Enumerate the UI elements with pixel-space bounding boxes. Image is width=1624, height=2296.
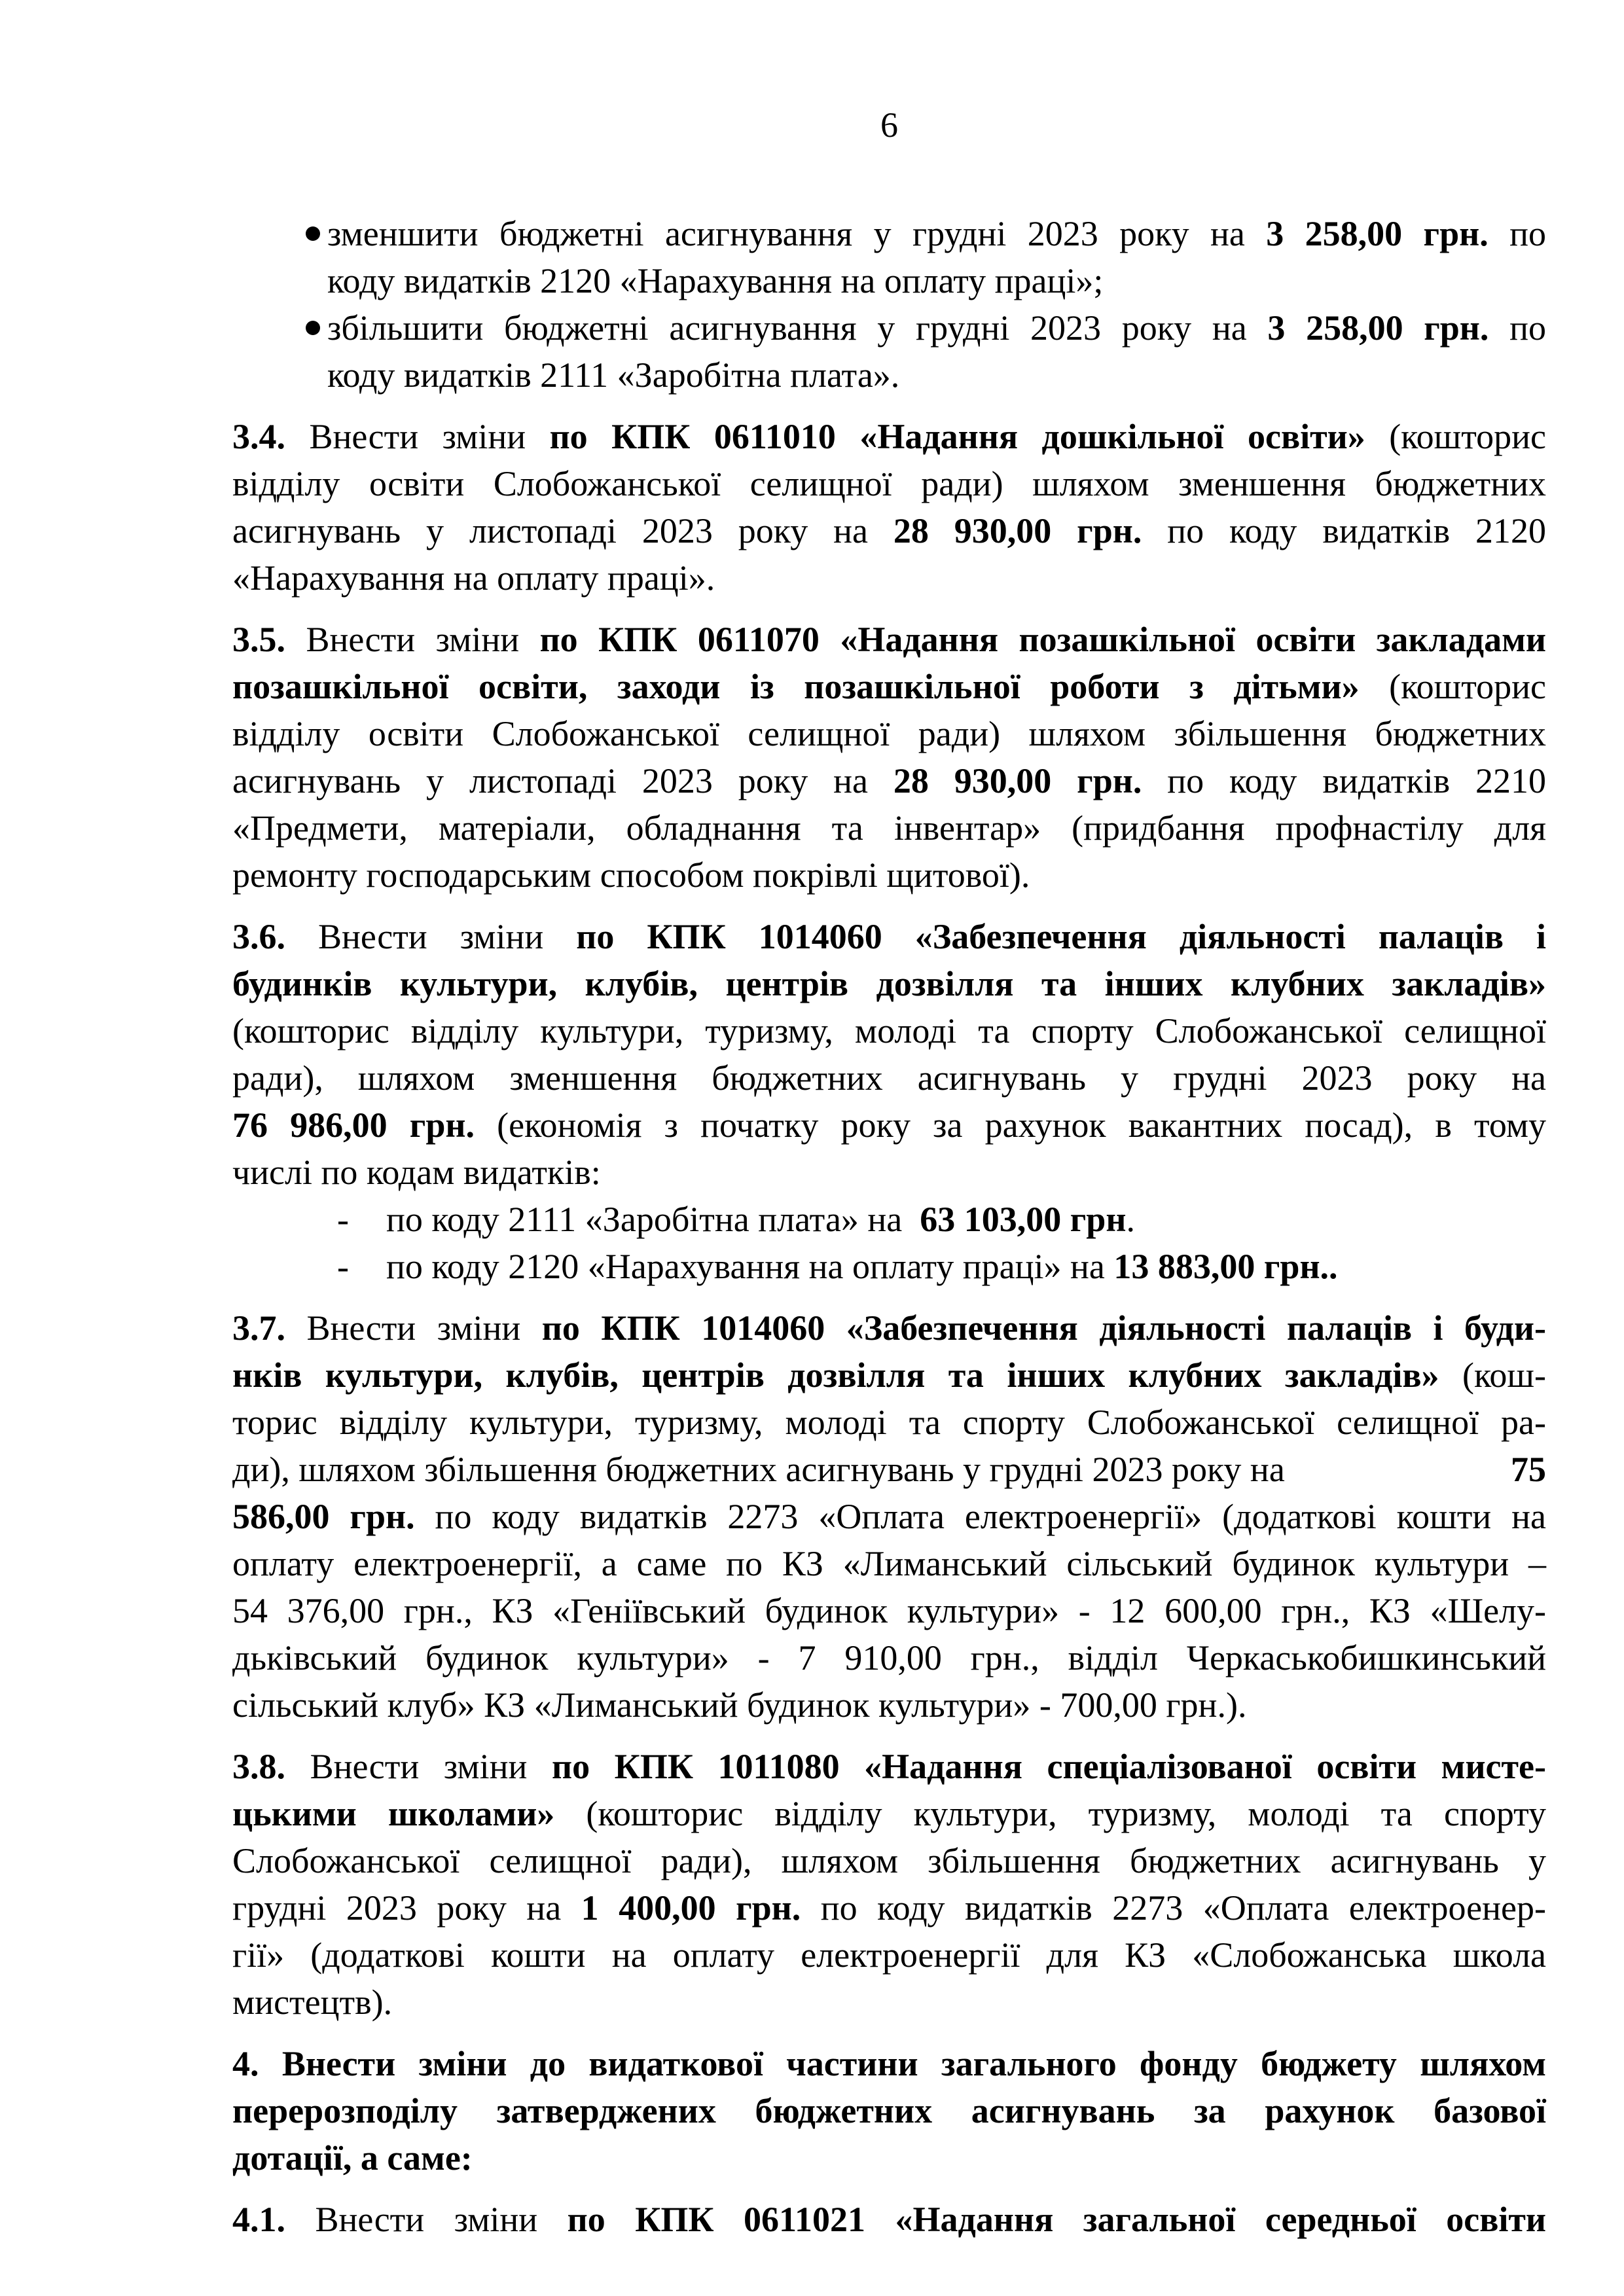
text-run: 75	[1511, 1450, 1546, 1489]
text-run: 76 986,00 грн.	[232, 1105, 475, 1145]
page-number: 6	[880, 105, 898, 145]
text-line	[232, 616, 1546, 663]
text-run: (кошторис	[1365, 417, 1547, 456]
text-line	[232, 1979, 1546, 2026]
text-run: по коду 2120 «Нарахування на оплату праці» на	[386, 1247, 1114, 1286]
text-line	[232, 663, 1546, 710]
text-line	[232, 2040, 1546, 2087]
text-line	[232, 1399, 1546, 1446]
text-run: нків культури, клубів, центрів дозвілля та інших клубних закладів»	[232, 1355, 1439, 1395]
text-run: коду видатків 2120 «Нарахування на оплату праці»;	[327, 261, 1104, 300]
text-line	[232, 413, 1546, 460]
text-run: по	[1489, 308, 1546, 348]
text-line	[232, 1149, 1546, 1196]
bullet-dot-icon	[306, 321, 320, 335]
text-line	[232, 1540, 1546, 1587]
text-run: по КПК 1014060 «Забезпечення діяльності палаців і буди-	[541, 1308, 1546, 1348]
text-line	[232, 960, 1546, 1007]
bullet-item-2	[232, 304, 1546, 399]
text-run: 3 258,00 грн.	[1266, 214, 1489, 253]
text-run: асигнувань у листопаді 2023 року на	[232, 511, 893, 550]
text-run: по КПК 1014060 «Забезпечення діяльності палаців і	[576, 917, 1546, 956]
text-run: Внести зміни	[285, 620, 540, 659]
text-run: Внести зміни	[285, 1747, 552, 1786]
text-line	[327, 351, 1546, 399]
text-line	[386, 1196, 1546, 1243]
text-line	[232, 1587, 1546, 1634]
text-run: по КПК 0611021 «Надання загальної середньої освіти	[567, 2200, 1547, 2239]
text-run: дьківський будинок культури» - 7 910,00 грн., відділ Черкаськобишкинський	[232, 1638, 1546, 1677]
text-run: торис відділу культури, туризму, молоді та спорту Слобожанської селищної ра-	[232, 1403, 1546, 1442]
text-line	[232, 1007, 1546, 1054]
text-run: «Нарахування на оплату праці».	[232, 558, 715, 598]
text-run: (кошторис відділу культури, туризму, молоді та спорту	[554, 1794, 1546, 1833]
text-run: числі по кодам видатків:	[232, 1153, 601, 1192]
text-run: асигнувань у листопаді 2023 року на	[232, 761, 893, 800]
paragraph-3-5	[232, 616, 1546, 899]
text-run: цькими школами»	[232, 1794, 555, 1833]
text-line	[327, 210, 1546, 257]
text-lines	[386, 1196, 1546, 1243]
text-line	[232, 1446, 1546, 1493]
text-line	[232, 2134, 1546, 2181]
text-run: 4.1.	[232, 2200, 285, 2239]
text-run: дотації, а саме:	[232, 2138, 473, 2178]
text-run: мистецтв).	[232, 1982, 393, 2022]
text-run: по	[1488, 214, 1546, 253]
text-run: по коду видатків 2120	[1142, 511, 1546, 550]
paragraph-3-4	[232, 413, 1546, 601]
text-line	[232, 1931, 1546, 1979]
text-run: ради), шляхом зменшення бюджетних асигнувань у грудні 2023 року на	[232, 1058, 1546, 1098]
text-run: гії» (додаткові кошти на оплату електроенергії для КЗ «Слобожанська школа	[232, 1935, 1546, 1975]
text-run: Внести зміни	[285, 2200, 568, 2239]
text-run: 54 376,00 грн., КЗ «Геніївський будинок культури» - 12 600,00 грн., КЗ «Шелу-	[232, 1591, 1546, 1630]
paragraph-3-6	[232, 913, 1546, 1196]
text-run: оплату електроенергії, а саме по КЗ «Лиманський сільський будинок культури –	[232, 1544, 1546, 1583]
text-run: 586,00 грн.	[232, 1497, 415, 1536]
text-run: по коду 2111 «Заробітна плата» на	[386, 1200, 920, 1239]
text-run: по КПК 0611070 «Надання позашкільної освіти закладами	[539, 620, 1546, 659]
text-run: 28 930,00 грн.	[893, 511, 1142, 550]
text-run: Внести зміни	[285, 1308, 542, 1348]
text-line	[386, 1243, 1546, 1290]
text-run: по коду видатків 2273 «Оплата електроенергії» (додаткові кошти на	[414, 1497, 1547, 1536]
dash-marker: -	[337, 1247, 349, 1286]
text-run: 13 883,00 грн..	[1113, 1247, 1338, 1286]
text-run: перерозподілу затверджених бюджетних асигнувань за рахунок базової	[232, 2091, 1546, 2130]
dash-marker: -	[337, 1200, 349, 1239]
text-line	[327, 304, 1546, 351]
text-run: відділу освіти Слобожанської селищної ради) шляхом збільшення бюджетних	[232, 714, 1546, 753]
text-run: 3 258,00 грн.	[1267, 308, 1489, 348]
text-run: (кошторис	[1359, 667, 1546, 706]
text-line	[232, 1634, 1546, 1681]
text-line	[232, 1352, 1546, 1399]
text-line	[232, 1304, 1546, 1352]
text-lines	[327, 210, 1546, 304]
document-body	[232, 101, 1546, 2257]
text-line	[232, 460, 1546, 507]
text-lines	[386, 1243, 1546, 1290]
text-run: 3.7.	[232, 1308, 285, 1348]
text-run: відділу освіти Слобожанської селищної ради) шляхом зменшення бюджетних	[232, 464, 1546, 503]
text-line	[232, 710, 1546, 757]
text-run: будинків культури, клубів, центрів дозвілля та інших клубних закладів»	[232, 964, 1546, 1003]
text-run: 3.8.	[232, 1747, 285, 1786]
text-run: 3.5.	[232, 620, 285, 659]
text-line	[232, 2196, 1546, 2243]
text-run: грудні 2023 року на	[232, 1888, 581, 1928]
text-run: 3.4.	[232, 417, 285, 456]
text-line	[232, 852, 1546, 899]
text-run: по КПК 1011080 «Надання спеціалізованої освіти мисте-	[551, 1747, 1547, 1786]
dash-item-1	[232, 1196, 1546, 1243]
text-run: зменшити бюджетні асигнування у грудні 2023 року на	[327, 214, 1267, 253]
text-run: «Предмети, матеріали, обладнання та інвентар» (придбання профнастілу для	[232, 808, 1546, 848]
text-line	[232, 1884, 1546, 1931]
paragraph-3-7	[232, 1304, 1546, 1729]
bullet-marker	[232, 304, 327, 335]
text-run: сільський клуб» КЗ «Лиманський будинок культури» - 700,00 грн.).	[232, 1685, 1247, 1725]
text-run: .	[1126, 1200, 1135, 1239]
text-run: Внести зміни	[285, 417, 550, 456]
paragraph-4	[232, 2040, 1546, 2181]
text-run: 4. Внести зміни до видаткової частини загального фонду бюджету шляхом	[232, 2044, 1546, 2083]
text-run: 3.6.	[232, 917, 285, 956]
text-run: (кош-	[1439, 1355, 1546, 1395]
text-run: позашкільної освіти, заходи із позашкільної роботи з дітьми»	[232, 667, 1360, 706]
text-run: Внести зміни	[285, 917, 577, 956]
text-run: 63 103,00 грн	[920, 1200, 1127, 1239]
paragraph-3-8	[232, 1743, 1546, 2026]
text-lines	[327, 304, 1546, 399]
bullet-dot-icon	[306, 226, 320, 241]
text-line	[232, 1054, 1546, 1102]
text-run: ремонту господарським способом покрівлі щитової).	[232, 855, 1030, 895]
text-line	[232, 757, 1546, 804]
text-run: по коду видатків 2273 «Оплата електроенер-	[801, 1888, 1546, 1928]
text-run: коду видатків 2111 «Заробітна плата».	[327, 355, 900, 395]
text-run: по коду видатків 2210	[1142, 761, 1546, 800]
text-run: 1 400,00 грн.	[581, 1888, 801, 1928]
text-run: збільшити бюджетні асигнування у грудні 2023 року на	[327, 308, 1268, 348]
text-run: ди), шляхом збільшення бюджетних асигнувань у грудні 2023 року на	[232, 1450, 1285, 1489]
text-line	[232, 2087, 1546, 2134]
text-run: 28 930,00 грн.	[893, 761, 1142, 800]
text-line	[232, 507, 1546, 554]
text-line	[232, 1743, 1546, 1790]
text-line	[232, 1790, 1546, 1837]
text-line	[232, 1681, 1546, 1729]
text-run: по КПК 0611010 «Надання дошкільної освіти»	[549, 417, 1365, 456]
text-line	[327, 257, 1546, 304]
text-line	[232, 804, 1546, 852]
bullet-item-1	[232, 210, 1546, 304]
bullet-marker	[232, 210, 327, 241]
text-run: (економія з початку року за рахунок вакантних посад), в тому	[474, 1105, 1546, 1145]
dash-item-2	[232, 1243, 1546, 1290]
text-line	[232, 913, 1546, 960]
text-line	[232, 1837, 1546, 1884]
text-run: (кошторис відділу культури, туризму, молоді та спорту Слобожанської селищної	[232, 1011, 1546, 1050]
text-line	[232, 1102, 1546, 1149]
text-line	[232, 554, 1546, 601]
paragraph-4-1	[232, 2196, 1546, 2243]
text-line	[232, 1493, 1546, 1540]
text-run: Слобожанської селищної ради), шляхом збільшення бюджетних асигнувань у	[232, 1841, 1546, 1880]
